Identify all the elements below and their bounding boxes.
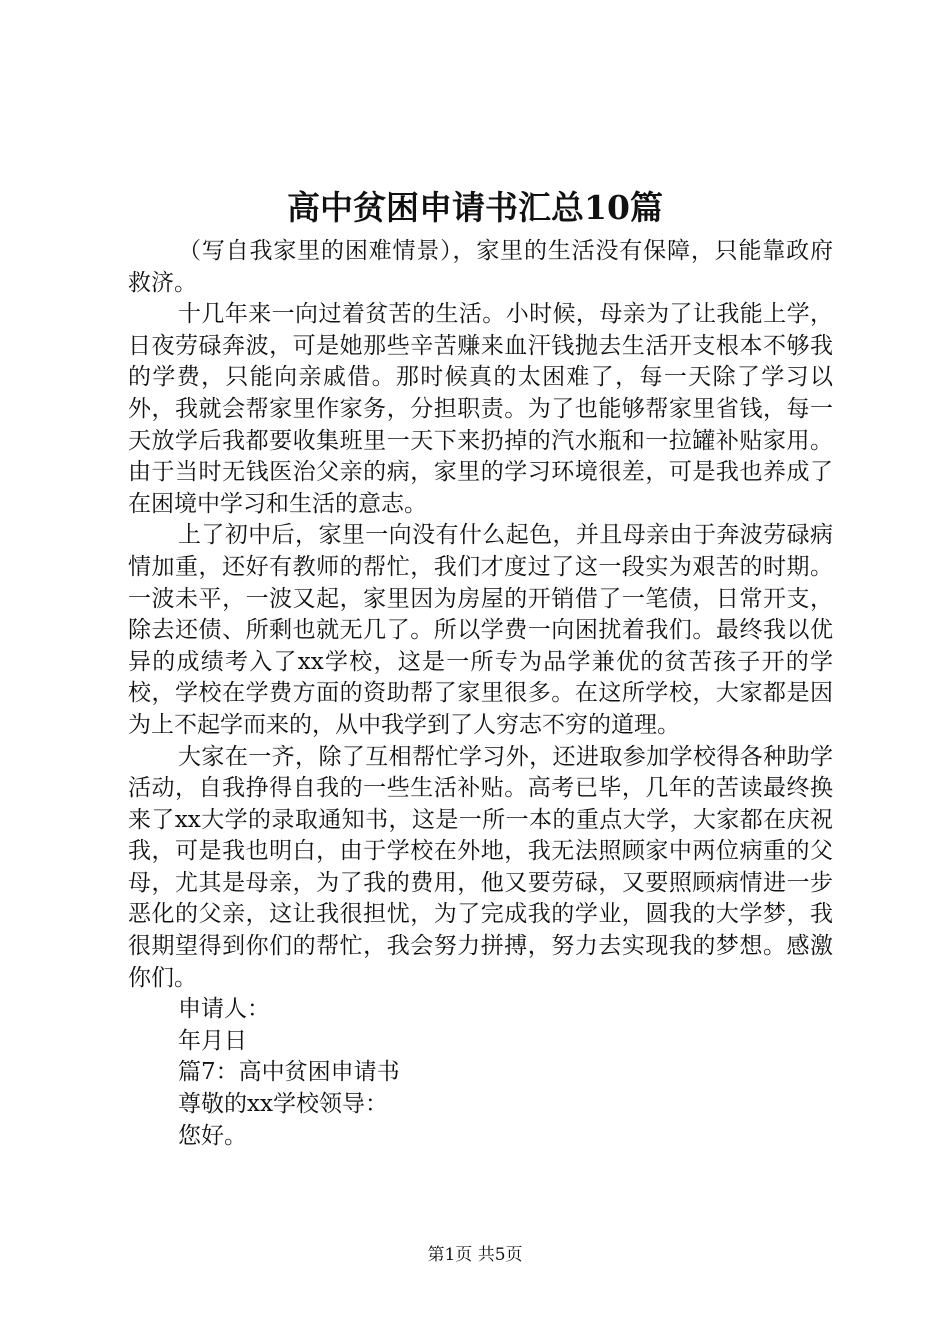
page-total: 共5页 bbox=[477, 1245, 523, 1265]
date-line: 年月日 bbox=[178, 1027, 247, 1054]
applicant-line: 申请人： bbox=[178, 996, 270, 1023]
paragraph: （写自我家里的困难情景），家里的生活没有保障，只能靠政府救济。 bbox=[128, 238, 833, 296]
document-title: 高中贫困申请书汇总10篇 bbox=[287, 188, 663, 227]
document-body bbox=[128, 236, 833, 1152]
page-number: 第1页 bbox=[427, 1245, 473, 1265]
paragraph: 大家在一齐，除了互相帮忙学习外，还进取参加学校得各种助学活动，自我挣得自我的一些生活补贴。高考已毕，几年的苦读最终换来了xx大学的录取通知书，这是一所一本的重点大学，大家都在庆祝我，可是我也明白，由于学校在外地，我无法照顾家中两位病重的父母，尤其是母亲，为了我的费用，他又要劳碌，又要照顾病情进一步恶化的父亲，这让我很担忧，为了完成我的学业，圆我的大学梦，我很期望得到你们的帮忙，我会努力拼搏，努力去实现我的梦想。感激你们。 bbox=[128, 743, 833, 991]
salutation-line: 尊敬的xx学校领导： bbox=[178, 1091, 388, 1118]
paragraph: 十几年来一向过着贫苦的生活。小时候，母亲为了让我能上学，日夜劳碌奔波，可是她那些辛苦赚来血汗钱抛去生活开支根本不够我的学费，只能向亲戚借。那时候真的太困难了，每一天除了学习以外，我就会帮家里作家务，分担职责。为了也能够帮家里省钱，每一天放学后我都要收集班里一天下来扔掉的汽水瓶和一拉罐补贴家用。由于当时无钱医治父亲的病，家里的学习环境很差，可是我也养成了在困境中学习和生活的意志。 bbox=[128, 301, 833, 517]
paragraph: 上了初中后，家里一向没有什么起色，并且母亲由于奔波劳碌病情加重，还好有教师的帮忙，我们才度过了这一段实为艰苦的时期。一波未平，一波又起，家里因为房屋的开销借了一笔债，日常开支，除去还债、所剩也就无几了。所以学费一向困扰着我们。最终我以优异的成绩考入了xx学校，这是一所专为品学兼优的贫苦孩子开的学校，学校在学费方面的资助帮了家里很多。在这所学校，大家都是因为上不起学而来的，从中我学到了人穷志不穷的道理。 bbox=[128, 522, 833, 738]
page-footer bbox=[0, 1244, 950, 1266]
section-heading: 篇7：高中贫困申请书 bbox=[178, 1059, 400, 1086]
greeting-line: 您好。 bbox=[178, 1122, 247, 1149]
